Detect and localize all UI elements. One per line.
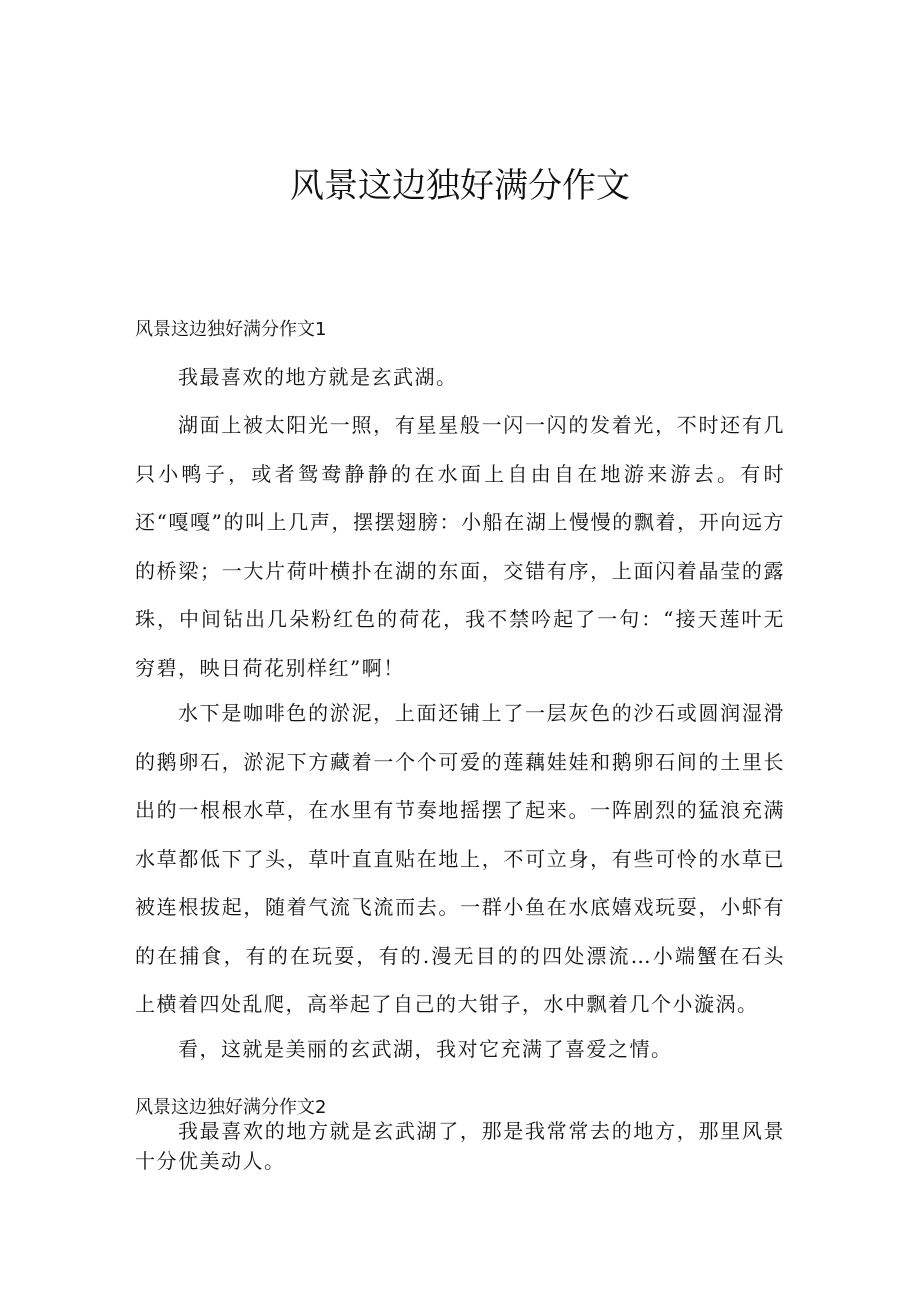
paragraph: 我最喜欢的地方就是玄武湖了，那是我常常去的地方，那里风景十分优美动人。 (135, 1119, 785, 1173)
paragraph: 我最喜欢的地方就是玄武湖。 (178, 365, 458, 389)
document-title: 风景这边独好满分作文 (290, 166, 630, 206)
paragraph: 看，这就是美丽的玄武湖，我对它充满了喜爱之情。 (178, 1037, 673, 1061)
paragraph: 水下是咖啡色的淤泥，上面还铺上了一层灰色的沙石或圆润湿滑的鹅卵石，淤泥下方藏着一个个可爱的莲藕娃娃和鹅卵石间的土里长出的一根根水草，在水里有节奏地摇摆了起来。一阵剧烈的猛浪充满水草都低下了头，草叶直直贴在地上，不可立身，有些可怜的水草已被连根拔起，随着气流飞流而去。一群小鱼在水底嬉戏玩耍，小虾有的在捕食，有的在玩耍，有的.漫无目的的四处漂流…小端蟹在石头上横着四处乱爬，高举起了自己的大钳子，水中飘着几个小漩涡。 (135, 701, 785, 1016)
section-heading-1: 风景这边独好满分作文1 (135, 319, 327, 340)
section-heading-2: 风景这边独好满分作文2 (135, 1097, 327, 1118)
paragraph: 湖面上被太阳光一照，有星星般一闪一闪的发着光，不时还有几只小鸭子，或者鸳鸯静静的在水面上自由自在地游来游去。有时还“嘎嘎”的叫上几声，摆摆翅膀：小船在湖上慢慢的飘着，开向远方的桥梁；一大片荷叶横扑在湖的东面，交错有序，上面闪着晶莹的露珠，中间钻出几朵粉红色的荷花，我不禁吟起了一句：“接天莲叶无穷碧，映日荷花别样红”啊！ (135, 413, 785, 680)
